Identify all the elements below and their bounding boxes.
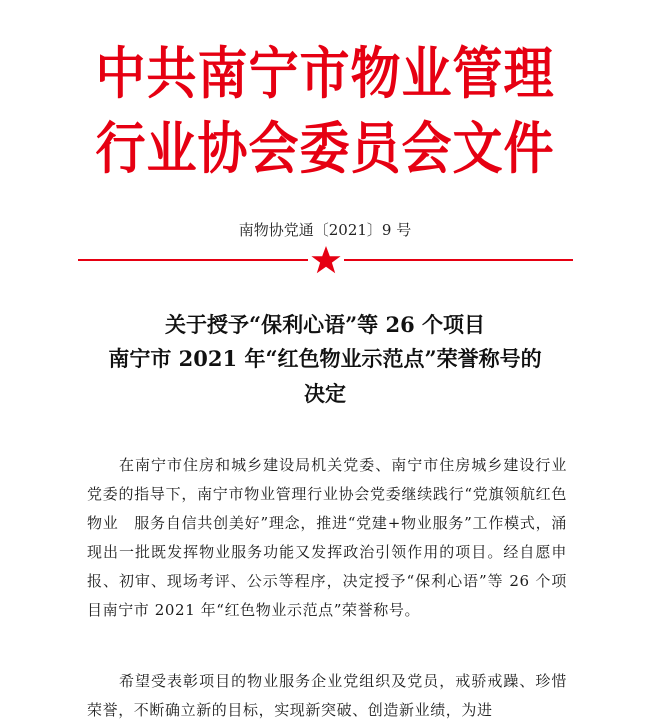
document-title-line3: 决定 — [304, 381, 346, 406]
body-paragraph-2: 希望受表彰项目的物业服务企业党组织及党员，戒骄戒躁、珍惜荣誉，不断确立新的目标，实现新突破、创造新业绩，为进 — [87, 672, 567, 719]
document-header-title-line2: 行业协会委员会文件 — [95, 116, 555, 182]
document-header-title-line1: 中共南宁市物业管理 — [95, 41, 555, 107]
red-divider-left — [78, 259, 308, 261]
red-star-icon — [310, 245, 342, 275]
document-number: 南物协党通〔2021〕9 号 — [238, 221, 412, 239]
document-title-line1: 关于授予“保利心语”等 26 个项目 — [164, 312, 485, 337]
body-paragraph-1: 在南宁市住房和城乡建设局机关党委、南宁市住房城乡建设行业党委的指导下，南宁市物业管理行业协会党委继续践行“党旗领航红色物业 服务自信共创美好”理念，推进“党建+物业服务”工作模式，涌现出一批既发挥物业服务功能又发挥政治引领作用的项目。经自愿申报、初审、现场考评、公示等程序，决定授予“保利心语”等 26 个项目南宁市 2021 年“红色物业示范点”荣誉称号。 — [87, 456, 567, 619]
red-divider-right — [344, 259, 573, 261]
document-title-line2: 南宁市 2021 年“红色物业示范点”荣誉称号的 — [108, 346, 542, 371]
